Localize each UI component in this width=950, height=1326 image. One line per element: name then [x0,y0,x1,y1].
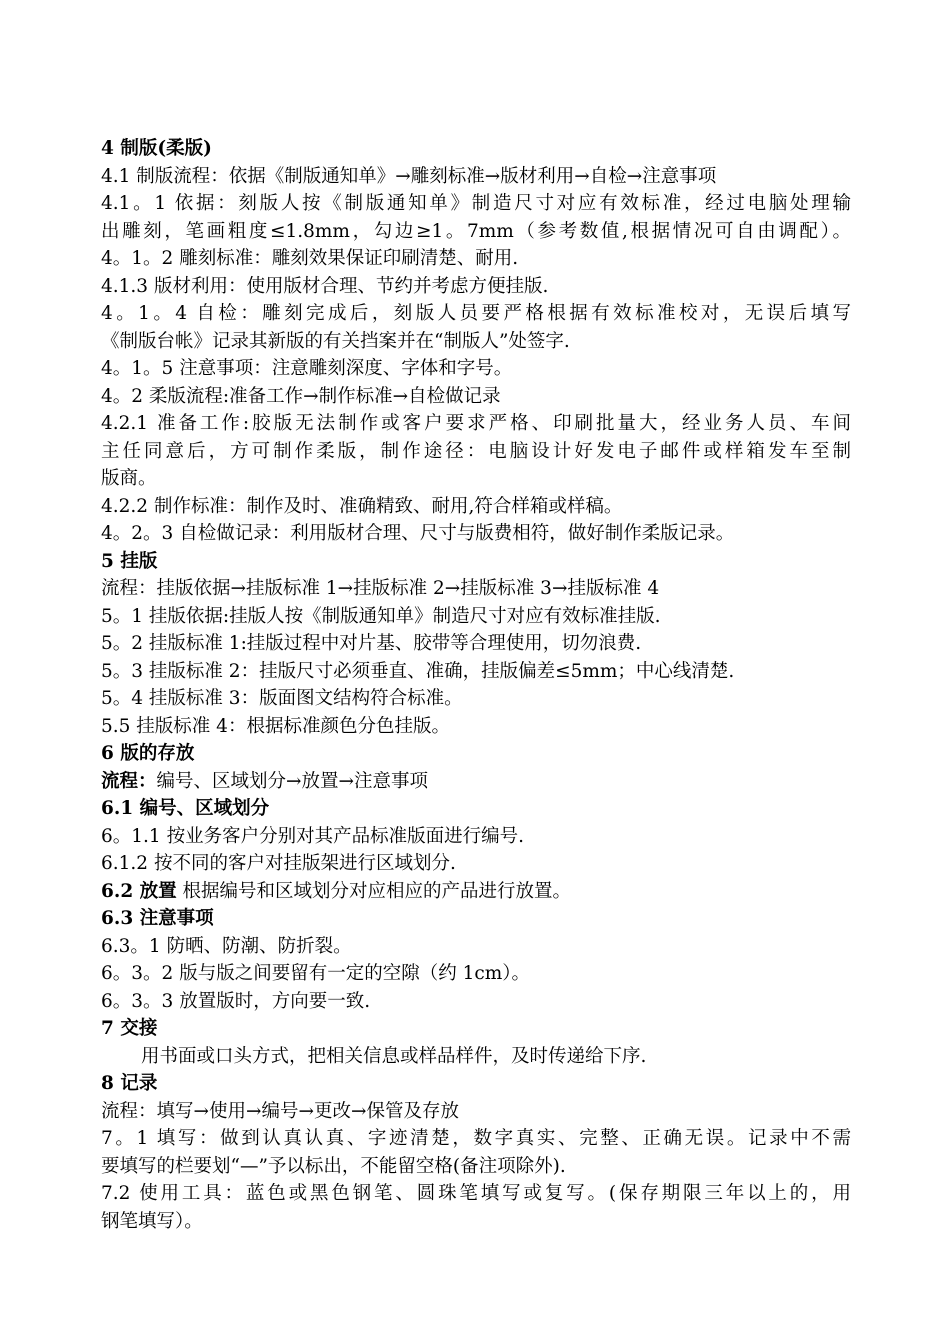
section-heading: 6.1 编号、区域划分 [101,798,270,819]
paragraph-line: 出雕刻，笔画粗度≤1.8mm，勾边≥1。7mm（参考数值,根据情况可自由调配）。 [101,220,851,242]
paragraph-line: 钢笔填写）。 [101,1210,203,1232]
paragraph-line: 流程：挂版依据→挂版标准 1→挂版标准 2→挂版标准 3→挂版标准 4 [101,578,660,599]
paragraph-line: 6.1.2 按不同的客户对挂版架进行区域划分. [101,853,456,874]
section-heading: 8 记录 [101,1073,158,1094]
section-heading: 7 交接 [101,1018,158,1039]
paragraph-line: 7.2 使用工具：蓝色或黑色钢笔、圆珠笔填写或复写。(保存期限三年以上的，用 [101,1183,851,1204]
paragraph-line: 4。2 柔版流程:准备工作→制作标准→自检做记录 [101,385,501,407]
paragraph-line: 版商。 [101,468,157,489]
paragraph-line: 5.5 挂版标准 4：根据标准颜色分色挂版。 [101,715,450,737]
paragraph-line: 4.1。1 依据：刻版人按《制版通知单》制造尺寸对应有效标准，经过电脑处理输 [101,193,851,214]
paragraph-line: 6。3。3 放置版时，方向要一致. [101,990,371,1012]
paragraph-line: 4。1。2 雕刻标准：雕刻效果保证印刷清楚、耐用. [101,248,519,269]
inline-label: 6.2 放置 [101,880,177,902]
paragraph-line: 用书面或口头方式，把相关信息或样品样件，及时传递给下序. [141,1045,647,1067]
paragraph-line: 要填写的栏要划“—”予以标出，不能留空格(备注项除外). [101,1155,566,1177]
paragraph-line: 《制版台帐》记录其新版的有关挡案并在“制版人”处签字. [101,330,570,352]
labeled-line [101,768,851,796]
paragraph-line: 6。1.1 按业务客户分别对其产品标准版面进行编号. [101,825,524,847]
paragraph-line: 主任同意后，方可制作柔版，制作途径：电脑设计好发电子邮件或样箱发车至制 [101,440,851,462]
document-page [101,135,851,1235]
paragraph-line: 4.2.1 准备工作:胶版无法制作或客户要求严格、印刷批量大，经业务人员、车间 [101,413,851,434]
paragraph-line: 4.1.3 版材利用：使用版材合理、节约并考虑方便挂版. [101,275,549,297]
paragraph-line: 4。2。3 自检做记录：利用版材合理、尺寸与版费相符，做好制作柔版记录。 [101,523,735,544]
section-heading: 5 挂版 [101,550,158,572]
paragraph-line: 5。4 挂版标准 3：版面图文结构符合标准。 [101,688,463,709]
paragraph-line: 4.2.2 制作标准：制作及时、准确精致、耐用,符合样箱或样稿。 [101,495,623,517]
labeled-line [101,878,851,906]
paragraph-line: 5。2 挂版标准 1:挂版过程中对片基、胶带等合理使用，切勿浪费. [101,633,642,654]
inline-text: 根据编号和区域划分对应相应的产品进行放置。 [176,880,572,902]
paragraph-line: 4.1 制版流程：依据《制版通知单》→雕刻标准→版材利用→自检→注意事项 [101,165,717,187]
paragraph-line: 4。1。5 注意事项：注意雕刻深度、字体和字号。 [101,358,513,379]
paragraph-line: 5。3 挂版标准 2：挂版尺寸必须垂直、准确，挂版偏差≤5mm；中心线清楚. [101,660,735,682]
section-heading: 6.3 注意事项 [101,908,214,929]
paragraph-line: 6.3。1 防晒、防潮、防折裂。 [101,935,352,957]
paragraph-line: 流程：填写→使用→编号→更改→保管及存放 [101,1100,460,1122]
paragraph-line: 6。3。2 版与版之间要留有一定的空隙（约 1cm）。 [101,963,530,984]
paragraph-line: 5。1 挂版依据:挂版人按《制版通知单》制造尺寸对应有效标准挂版. [101,605,661,627]
inline-text: 编号、区域划分→放置→注意事项 [156,770,429,792]
section-heading: 6 版的存放 [101,743,195,764]
paragraph-line: 7。1 填写：做到认真认真、字迹清楚，数字真实、完整、正确无误。记录中不需 [101,1128,851,1149]
paragraph-line: 4。1。4 自检：雕刻完成后，刻版人员要严格根据有效标准校对，无误后填写 [101,303,851,324]
section-heading: 4 制版(柔版) [101,138,212,159]
inline-label: 流程： [101,770,157,792]
